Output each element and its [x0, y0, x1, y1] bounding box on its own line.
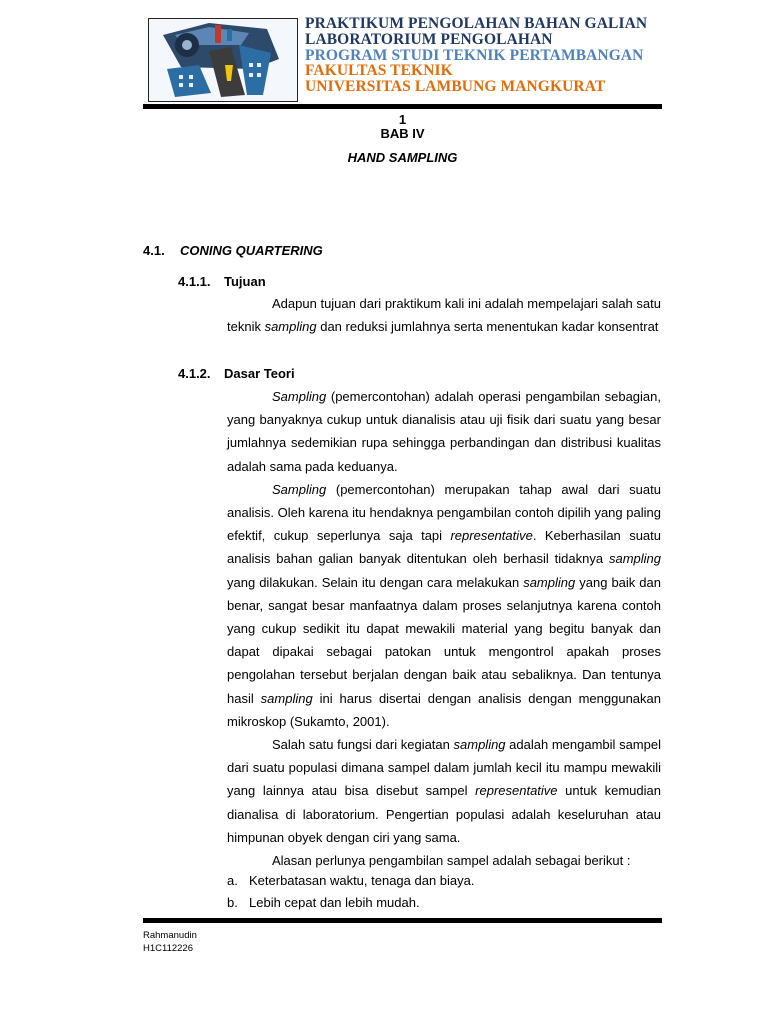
- section-title: CONING QUARTERING: [180, 243, 323, 258]
- footer-name: Rahmanudin: [143, 930, 197, 941]
- chapter-title: HAND SAMPLING: [347, 150, 458, 165]
- section-number: 4.1.: [143, 243, 165, 258]
- page-number: 1: [398, 112, 407, 127]
- footer-rule: [143, 918, 662, 923]
- paragraph-1: Sampling (pemercontohan) adalah operasi pengambilan sebagian, yang banyaknya cukup untuk dianalisis atau uji fisik dari suatu yang besar jumlahnya sedemikian rupa sehingga perbandingan dan distribusi kualitas adalah sama pada keduanya.: [227, 389, 661, 474]
- tujuan-paragraph: Adapun tujuan dari praktikum kali ini adalah mempelajari salah satu teknik sampling dan reduksi jumlahnya serta menentukan kadar konsentrat: [227, 296, 661, 335]
- subsection-1-number: 4.1.1.: [178, 274, 211, 289]
- subsection-1-title: Tujuan: [224, 274, 266, 289]
- paragraph-4: Alasan perlunya pengambilan sampel adalah sebagai berikut :: [272, 853, 631, 869]
- subsection-2-number: 4.1.2.: [178, 366, 211, 381]
- reasons-list: [227, 870, 661, 914]
- list-item: a. Keterbatasan waktu, tenaga dan biaya.: [227, 873, 475, 888]
- header-line-2: LABORATORIUM PENGOLAHAN: [305, 31, 553, 48]
- dasar-teori-body: [227, 385, 661, 872]
- paragraph-3: Salah satu fungsi dari kegiatan sampling adalah mengambil sampel dari suatu populasi dimana sampel dalam jumlah kecil itu mampu mewakili yang lainnya atau bisa disebut sampel representative untuk kemudian dianalisa di laboratorium. Pengertian populasi adalah keseluruhan atau himpunan obyek dengan ciri yang sama.: [227, 737, 661, 845]
- chapter-label: BAB IV: [380, 126, 425, 141]
- list-item: b. Lebih cepat dan lebih mudah.: [227, 895, 420, 910]
- header-line-4: FAKULTAS TEKNIK: [305, 62, 453, 79]
- footer-id: H1C112226: [143, 943, 194, 954]
- paragraph-2: Sampling (pemercontohan) merupakan tahap awal dari suatu analisis. Oleh karena itu hendaknya pengambilan contoh dipilih yang paling efektif, cukup seperlunya saja tapi representative. Keberhasilan suatu analisis bahan galian banyak ditentukan oleh berhasil tidaknya sampling yang dilakukan. Selain itu dengan cara melakukan sampling yang baik dan benar, sangat besar manfaatnya dalam proses selanjutnya karena contoh yang cukup sedikit itu dapat mewakili material yang begitu banyak dan dapat dipakai sebagai patokan untuk mengontrol apakah proses pengolahan tersebut berjalan dengan baik atau sebaliknya. Dan tentunya hasil sampling ini harus disertai dengan analisis dengan menggunakan mikroskop (Sukamto, 2001).: [227, 481, 661, 729]
- logo-image: [148, 18, 298, 102]
- header-line-1: PRAKTIKUM PENGOLAHAN BAHAN GALIAN: [305, 15, 648, 32]
- header-line-3: PROGRAM STUDI TEKNIK PERTAMBANGAN: [305, 47, 644, 64]
- subsection-2-title: Dasar Teori: [224, 366, 295, 381]
- header-rule: [143, 104, 662, 109]
- header-line-5: UNIVERSITAS LAMBUNG MANGKURAT: [305, 78, 606, 95]
